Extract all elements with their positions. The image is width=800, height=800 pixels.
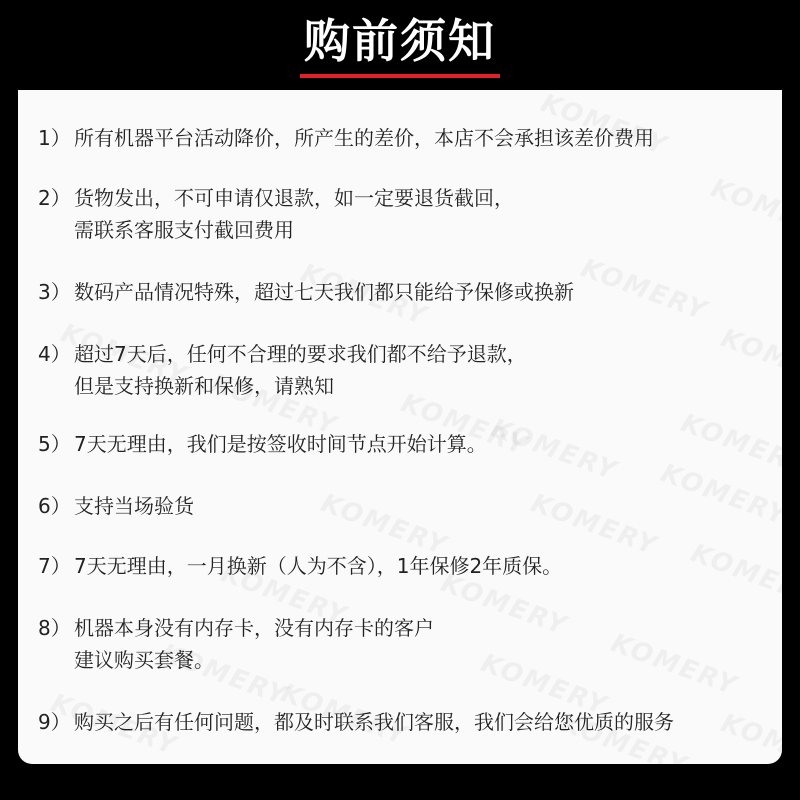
- notice-item-number: 9）: [38, 710, 71, 734]
- notice-item: [38, 122, 654, 154]
- watermark-text: [717, 708, 782, 764]
- notice-item: [38, 182, 514, 246]
- watermark-text: [687, 538, 782, 612]
- notice-item-number: 4）: [38, 342, 71, 366]
- notice-item: [38, 276, 574, 308]
- notice-item-text: 数码产品情况特殊，超过七天我们都只能给予保修或换新: [74, 280, 574, 304]
- watermark-text: [707, 173, 782, 247]
- watermark-text: [607, 628, 742, 702]
- notice-item-number: 6）: [38, 494, 71, 518]
- notice-item-text-continued: 需联系客服支付截回费用: [74, 218, 294, 242]
- notice-item: [38, 428, 487, 460]
- notice-item-text: 超过7天后，任何不合理的要求我们都不给予退款，: [74, 342, 527, 366]
- notice-item: [38, 338, 527, 402]
- notice-item: [38, 612, 434, 676]
- notice-item-text: 支持当场验货: [74, 494, 194, 518]
- notice-item-number: 7）: [38, 554, 71, 578]
- page-title: 购前须知: [304, 14, 496, 68]
- header-bar: [0, 0, 800, 90]
- notice-item-number: 1）: [38, 126, 71, 150]
- notice-item: [38, 490, 194, 522]
- notice-item-number: 2）: [38, 186, 71, 210]
- watermark-text: [487, 413, 622, 487]
- notice-item: [38, 706, 674, 738]
- notice-item-text: 7天无理由，我们是按签收时间节点开始计算。: [74, 432, 487, 456]
- notice-panel: [18, 90, 782, 764]
- notice-item-number: 8）: [38, 616, 71, 640]
- notice-item-text-continued: 建议购买套餐。: [74, 648, 214, 672]
- notice-item-number: 5）: [38, 432, 71, 456]
- notice-item-text-continued: 但是支持换新和保修，请熟知: [74, 374, 334, 398]
- watermark-text: [657, 458, 782, 532]
- watermark-text: [677, 408, 782, 482]
- notice-item-text: 7天无理由，一月换新（人为不含），1年保修2年质保。: [74, 554, 563, 578]
- notice-item: [38, 550, 562, 582]
- notice-item-number: 3）: [38, 280, 71, 304]
- notice-item-text: 所有机器平台活动降价，所产生的差价，本店不会承担该差价费用: [74, 126, 654, 150]
- notice-item-text: 机器本身没有内存卡，没有内存卡的客户: [74, 616, 434, 640]
- watermark-text: [717, 323, 782, 397]
- title-underline: [300, 74, 500, 78]
- watermark-text: [577, 253, 712, 327]
- notice-item-text: 购买之后有任何问题，都及时联系我们客服，我们会给您优质的服务: [74, 710, 674, 734]
- notice-item-text: 货物发出，不可申请仅退款，如一定要退货截回，: [74, 186, 514, 210]
